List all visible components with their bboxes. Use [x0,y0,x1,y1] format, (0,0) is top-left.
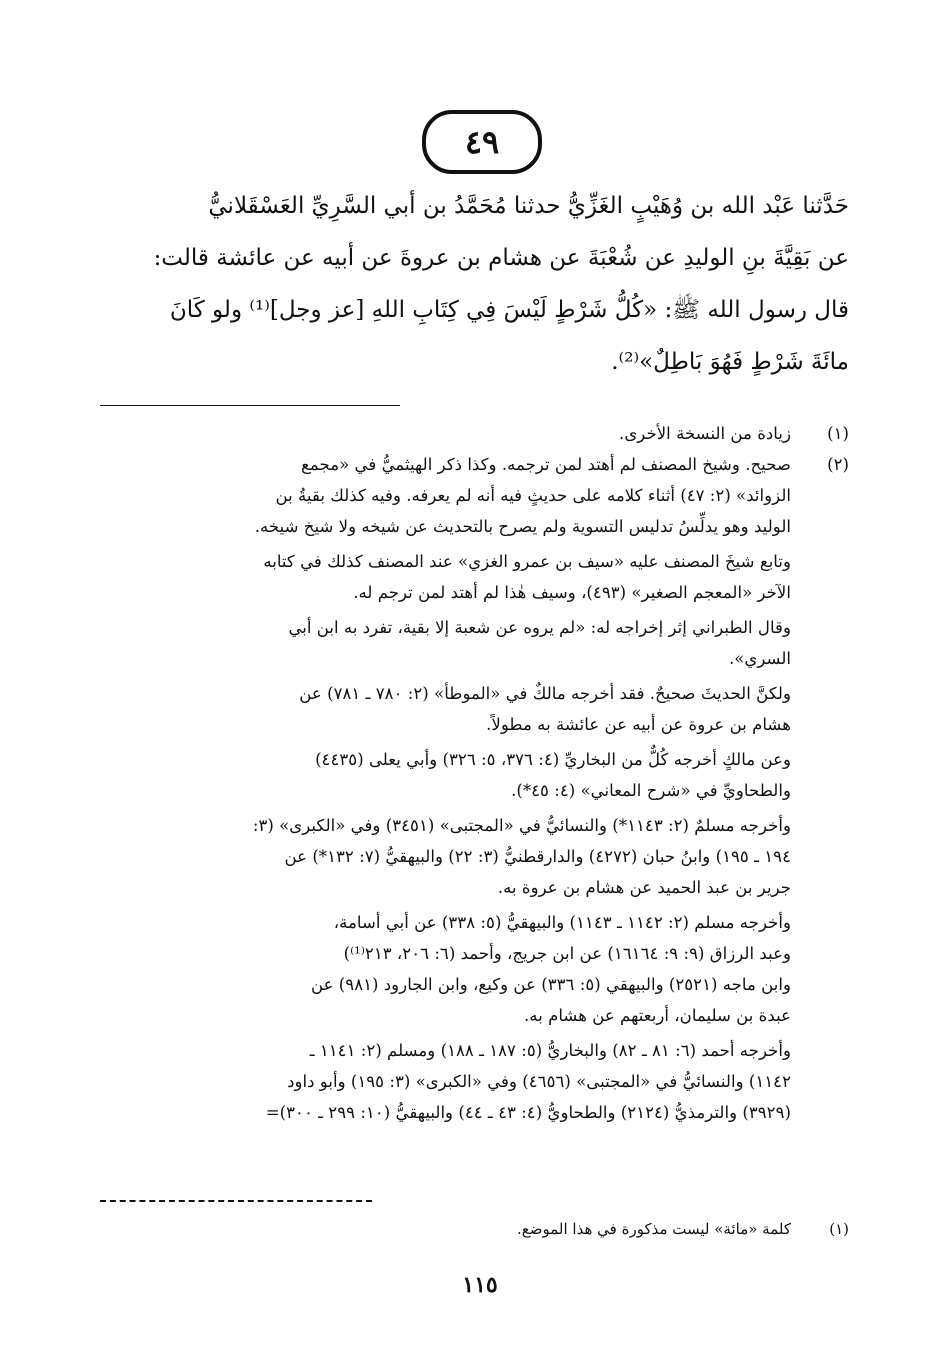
footnote-line: الوليد وهو يدلِّسُ تدليس التسوية ولم يصرح بالتحديث عن شيخه ولا شيخ شيخه. [254,517,791,536]
footnote-line: وقال الطبراني إثر إخراجه له: «لم يروه عن شعبة إلا بقية، تفرد به ابن أبي [288,618,791,637]
footnote-line: وعبد الرزاق (٩: ٩: ١٦١٦٤) عن ابن جريج، وأحمد (٦: ٢٠٦، ٢١٣⁽¹⁾) [343,944,791,963]
footnote-line: زيادة من النسخة الأخرى. [619,424,791,443]
hadith-number: ٤٩ [464,123,500,161]
footnote-line: وأخرجه أحمد (٦: ٨١ ـ ٨٢) والبخاريُّ (٥: ١٨٧ ـ ١٨٨) ومسلم (٢: ١١٤١ ـ [309,1041,791,1060]
footnote-line: وعن مالكٍ أخرجه كُلٌّ من البخاريِّ (٤: ٣٧٦، ٥: ٣٢٦) وأبي يعلى (٤٤٣٥) [315,750,791,769]
footnote-separator [100,405,400,406]
page-number: ١١٥ [462,1272,498,1298]
footnote-2 [100,449,849,1128]
footnote-line: السري». [728,649,791,668]
footnote-number: (١) [827,424,849,443]
footnote-line: (٣٩٢٩) والترمذيُّ (٢١٢٤) والطحاويُّ (٤: ٤٣ ـ ٤٤) والبيهقيُّ (١٠: ٢٩٩ ـ ٣٠٠)= [265,1103,791,1122]
footnote-line: ١٩٤ ـ ١٩٥) وابنُ حبان (٤٢٧٢) والدارقطنيُّ (٣: ٢٢) والبيهقيُّ (٧: ١٣٢*) عن [284,847,791,866]
footnote-line: والطحاويِّ في «شرح المعاني» (٤: ٤٥*). [511,781,791,800]
hadith-line: عن بَقِيَّةَ بنِ الوليدِ عن شُعْبَةَ عن هشام بن عروةَ عن أبيه عن عائشة قالت: [153,245,849,271]
hadith-line: مائَةَ شَرْطٍ فَهُوَ بَاطِلٌ»⁽²⁾. [611,349,849,375]
footnote-line: ١١٤٢) والنسائيُّ في «المجتبى» (٤٦٥٦) وفي «الكبرى» (٣: ١٩٥) وأبو داود [287,1072,791,1091]
footnote-body [100,418,791,449]
footnote-line: وابن ماجه (٢٥٢١) والبيهقي (٥: ٣٣٦) عن وكيع، وابن الجارود (٩٨١) عن [310,975,791,994]
footnote-line: وتابع شيخَ المصنف عليه «سيف بن عمرو الغزي» عند المصنف كذلك في كتابه [263,552,791,571]
footnote-line: جرير بن عبد الحميد عن هشام بن عروة به. [497,878,791,897]
book-page [100,0,849,1372]
footnote-1 [100,418,849,449]
hadith-text [100,180,849,388]
hadith-number-badge [422,110,542,174]
footnote-body [100,449,791,1128]
footnote-number: (١) [829,1220,849,1238]
footnotes [100,418,849,1128]
footnote-line: الزوائد» (٢: ٤٧) أثناء كلامه على حديثٍ فيه أنه لم يعرفه. وفيه كذلك بقيةُ بن [275,486,791,505]
bottom-footnote-separator [100,1200,372,1202]
footnote-line: وأخرجه مسلم (٢: ١١٤٢ ـ ١١٤٣) والبيهقيُّ (٥: ٣٣٨) عن أبي أسامة، [333,913,791,932]
footnote-line: هشام بن عروة عن أبيه عن عائشة به مطولاً. [486,715,791,734]
footnote-line: وأخرجه مسلمٌ (٢: ١١٤٣*) والنسائيُّ في «المجتبى» (٣٤٥١) وفي «الكبرى» (٣: [252,816,791,835]
footnote-line: صحيح. وشيخ المصنف لم أهتد لمن ترجمه. وكذا ذكر الهيثميُّ في «مجمع [301,455,791,474]
hadith-line: حَدَّثنا عَبْد الله بن وُهَيْبٍ الغَزِّيُّ حدثنا مُحَمَّدُ بن أبي السَّرِيِّ العَسْقَلانيُّ [208,193,849,219]
hadith-line: قال رسول الله ﷺ: «كُلُّ شَرْطٍ لَيْسَ فِي كِتَابِ اللهِ [عز وجل]⁽¹⁾ ولو كَانَ [169,297,849,323]
footnote-text: كلمة «مائة» ليست مذكورة في هذا الموضع. [517,1220,791,1238]
footnote-line: ولكنَّ الحديثَ صحيحٌ. فقد أخرجه مالكٌ في «الموطأ» (٢: ٧٨٠ ـ ٧٨١) عن [299,684,791,703]
bottom-footnote [100,1220,849,1238]
footnote-number: (٢) [827,455,849,474]
footnote-line: الآخر «المعجم الصغير» (٤٩٣)، وسيف هٰذا لم أهتد لمن ترجم له. [353,583,791,602]
footnote-line: عبدة بن سليمان، أربعتهم عن هشام به. [524,1006,791,1025]
